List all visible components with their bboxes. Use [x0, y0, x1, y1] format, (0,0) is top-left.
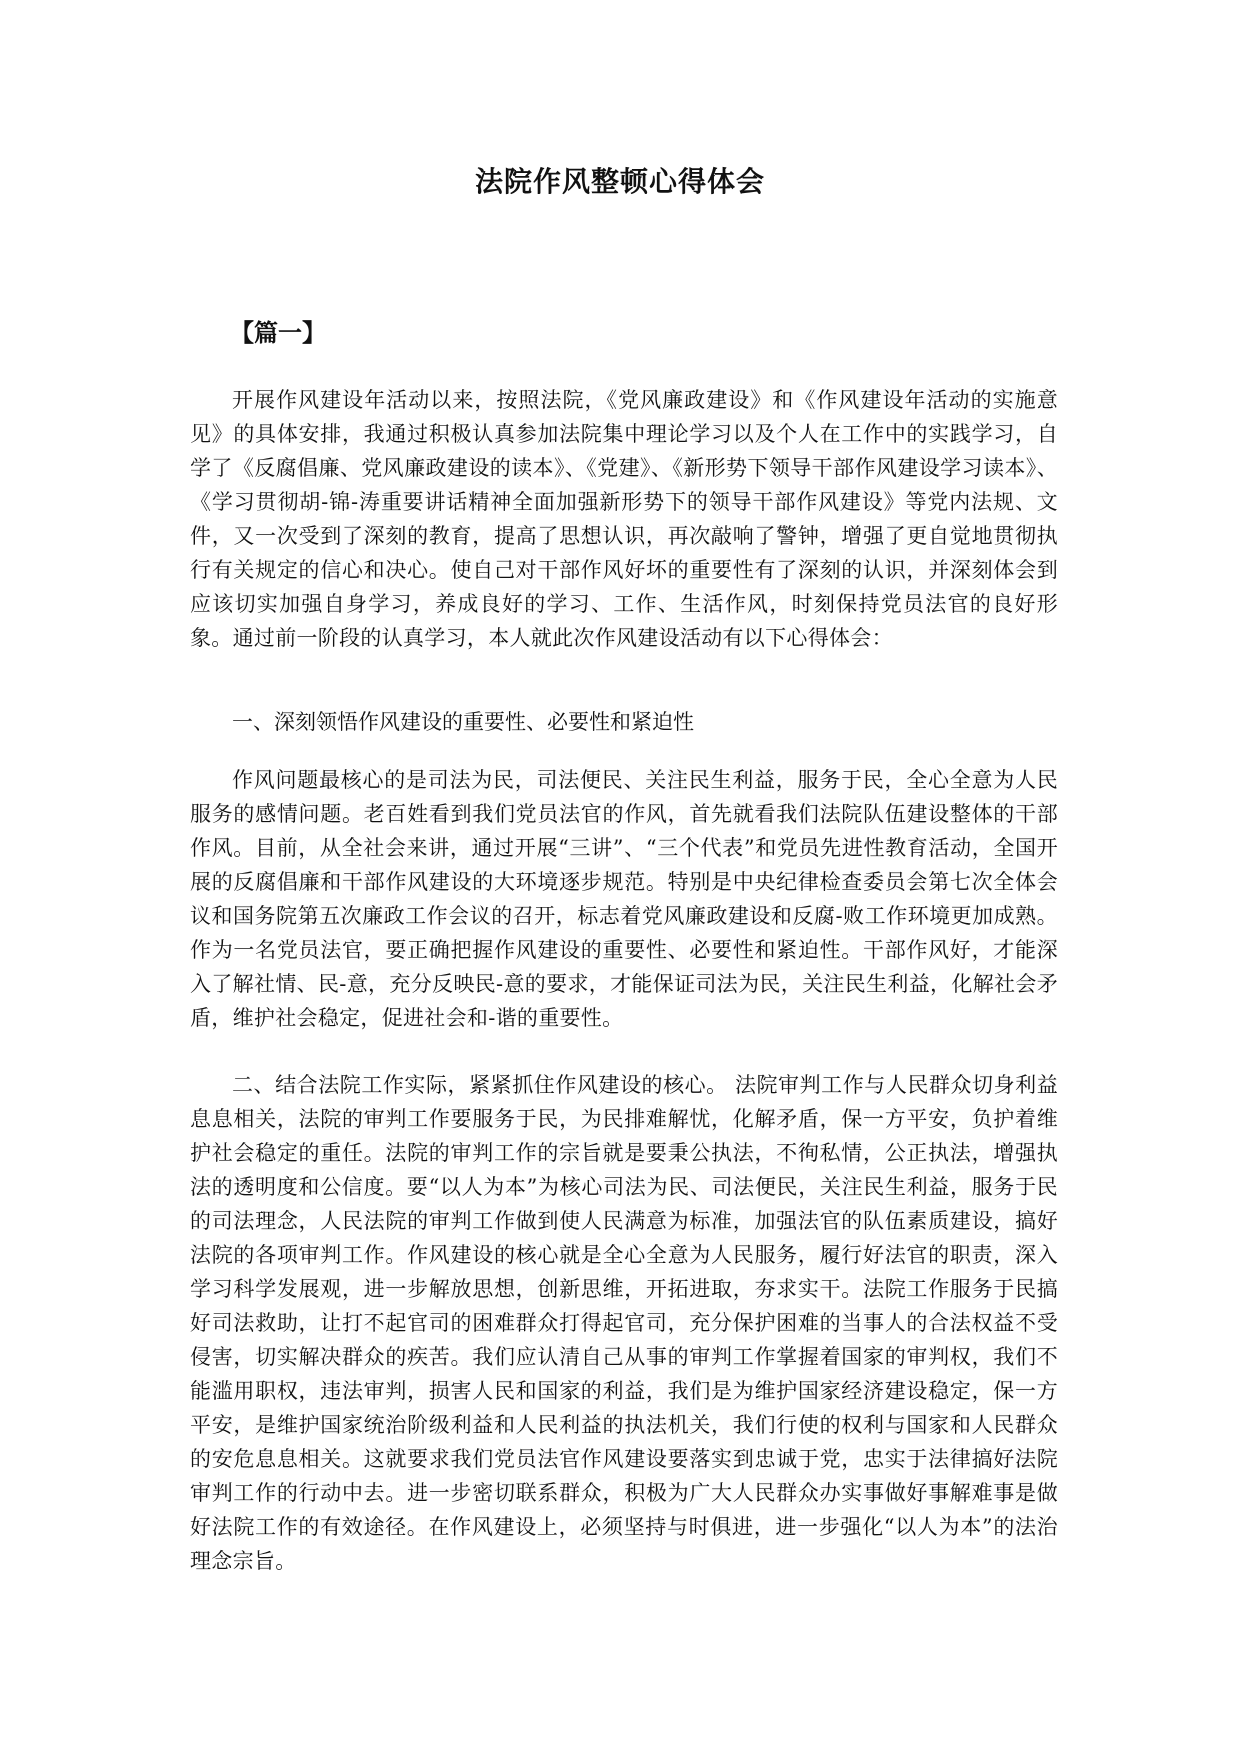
paragraph-intro: 开展作风建设年活动以来，按照法院，《党风廉政建设》和《作风建设年活动的实施意见》的具体安排，我通过积极认真参加法院集中理论学习以及个人在工作中的实践学习，自学了《反腐倡廉、党风廉政建设的读本》、《党建》、《新形势下领导干部作风建设学习读本》、《学习贯彻胡-锦-涛重要讲话精神全面加强新形势下的领导干部作风建设》等党内法规、文件，又一次受到了深刻的教育，提高了思想认识，再次敲响了警钟，增强了更自觉地贯彻执行有关规定的信心和决心。使自己对干部作风好坏的重要性有了深刻的认识，并深刻体会到应该切实加强自身学习，养成良好的学习、工作、生活作风，时刻保持党员法官的良好形象。通过前一阶段的认真学习，本人就此次作风建设活动有以下心得体会：: [190, 388, 1058, 650]
section-label: 【篇一】: [230, 318, 326, 347]
document-title: 法院作风整顿心得体会: [474, 165, 765, 198]
paragraph-core: 二、结合法院工作实际，紧紧抓住作风建设的核心。 法院审判工作与人民群众切身利益息息相关，法院的审判工作要服务于民，为民排难解忧，化解矛盾，保一方平安，负护着维护社会稳定的重任。法院的审判工作的宗旨就是要秉公执法，不徇私情，公正执法，增强执法的透明度和公信度。要“以人为本”为核心司法为民、司法便民，关注民生利益，服务于民的司法理念，人民法院的审判工作做到使人民满意为标准，加强法官的队伍素质建设，搞好法院的各项审判工作。作风建设的核心就是全心全意为人民服务，履行好法官的职责，深入学习科学发展观，进一步解放思想，创新思维，开拓进取，夯求实干。法院工作服务于民搞好司法救助，让打不起官司的困难群众打得起官司，充分保护困难的当事人的合法权益不受侵害，切实解决群众的疾苦。我们应认清自己从事的审判工作掌握着国家的审判权，我们不能滥用职权，违法审判，损害人民和国家的利益，我们是为维护国家经济建设稳定，保一方平安，是维护国家统治阶级利益和人民利益的执法机关，我们行使的权利与国家和人民群众的安危息息相关。这就要求我们党员法官作风建设要落实到忠诚于党，忠实于法律搞好法院审判工作的行动中去。进一步密切联系群众，积极为广大人民群众办实事做好事解难事是做好法院工作的有效途径。在作风建设上，必须坚持与时俱进，进一步强化“以人为本”的法治理念宗旨。: [190, 1073, 1058, 1573]
paragraph-importance: 作风问题最核心的是司法为民，司法便民、关注民生利益，服务于民，全心全意为人民服务的感情问题。老百姓看到我们党员法官的作风，首先就看我们法院队伍建设整体的干部作风。目前，从全社会来讲，通过开展“三讲”、“三个代表”和党员先进性教育活动，全国开展的反腐倡廉和干部作风建设的大环境逐步规范。特别是中央纪律检查委员会第七次全体会议和国务院第五次廉政工作会议的召开，标志着党风廉政建设和反腐-败工作环境更加成熟。作为一名党员法官，要正确把握作风建设的重要性、必要性和紧迫性。干部作风好，才能深入了解社情、民-意，充分反映民-意的要求，才能保证司法为民，关注民生利益，化解社会矛盾，维护社会稳定，促进社会和-谐的重要性。: [190, 768, 1058, 1030]
subheading-one: 一、深刻领悟作风建设的重要性、必要性和紧迫性: [232, 710, 694, 734]
